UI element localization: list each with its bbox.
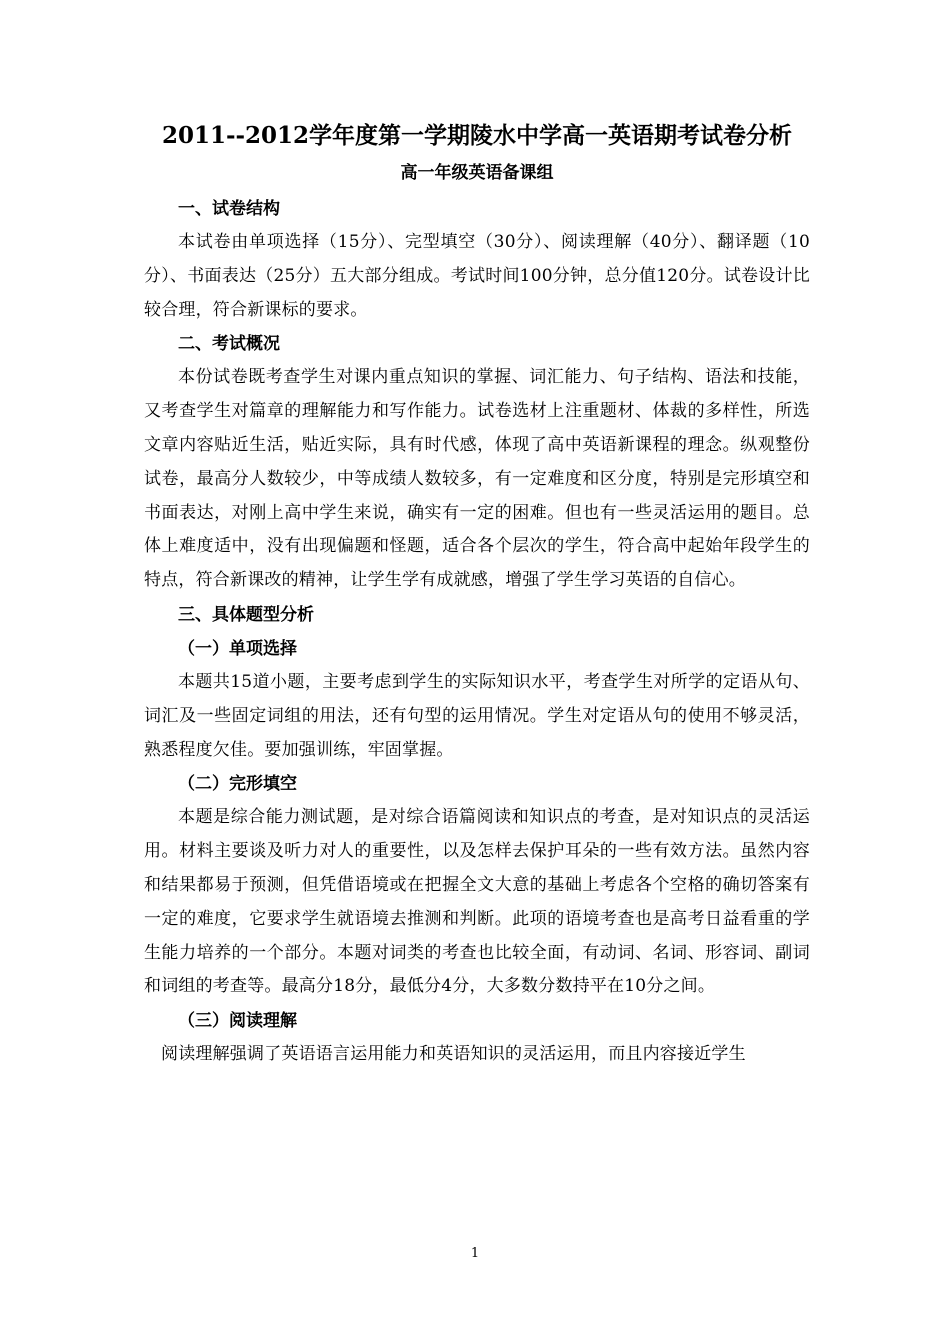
subsection-reading (144, 1004, 810, 1072)
page-number: 1 (470, 1246, 480, 1261)
subsection-heading: （一）单项选择 (178, 638, 297, 659)
section-paper-structure (144, 192, 810, 327)
section-paragraph: 本份试卷既考查学生对课内重点知识的掌握、词汇能力、句子结构、语法和技能，又考查学生对篇章的理解能力和写作能力。试卷选材上注重题材、体裁的多样性，所选文章内容贴近生活，贴近实际，具有时代感，体现了高中英语新课程的理念。纵观整份试卷，最高分人数较少，中等成绩人数较多，有一定难度和区分度，特别是完形填空和书面表达，对刚上高中学生来说，确实有一定的困难。但也有一些灵活运用的题目。总体上难度适中，没有出现偏题和怪题，适合各个层次的学生，符合高中起始年段学生的特点，符合新课改的精神，让学生学有成就感，增强了学生学习英语的自信心。 (144, 367, 810, 591)
section-question-analysis (144, 598, 810, 632)
section-heading: 二、考试概况 (178, 334, 280, 355)
section-paragraph: 本试卷由单项选择（15分）、完型填空（30分）、阅读理解（40分）、翻译题（10分）、书面表达（25分）五大部分组成。考试时间100分钟，总分值120分。试卷设计比较合理，符合新课标的要求。 (144, 232, 810, 320)
subsection-cloze (144, 767, 810, 1004)
subsection-single-choice (144, 632, 810, 767)
section-exam-overview (144, 327, 810, 598)
document-body (144, 116, 810, 1072)
section-paragraph: 阅读理解强调了英语语言运用能力和英语知识的灵活运用，而且内容接近学生 (161, 1044, 746, 1065)
document-title: 2011--2012学年度第一学期陵水中学高一英语期考试卷分析 (161, 122, 793, 149)
subsection-heading: （二）完形填空 (178, 774, 297, 795)
subsection-heading: （三）阅读理解 (178, 1011, 297, 1032)
section-heading: 三、具体题型分析 (178, 604, 314, 625)
section-heading: 一、试卷结构 (178, 199, 280, 219)
document-subtitle: 高一年级英语备课组 (400, 163, 554, 183)
section-paragraph: 本题是综合能力测试题，是对综合语篇阅读和知识点的考查，是对知识点的灵活运用。材料主要谈及听力对人的重要性，以及怎样去保护耳朵的一些有效方法。虽然内容和结果都易于预测，但凭借语境或在把握全文大意的基础上考虑各个空格的确切答案有一定的难度，它要求学生就语境去推测和判断。此项的语境考查也是高考日益看重的学生能力培养的一个部分。本题对词类的考查也比较全面，有动词、名词、形容词、副词和词组的考查等。最高分18分，最低分4分，大多数分数持平在10分之间。 (144, 807, 810, 997)
section-paragraph: 本题共15道小题，主要考虑到学生的实际知识水平，考查学生对所学的定语从句、词汇及一些固定词组的用法，还有句型的运用情况。学生对定语从句的使用不够灵活，熟悉程度欠佳。要加强训练，牢固掌握。 (144, 671, 810, 760)
